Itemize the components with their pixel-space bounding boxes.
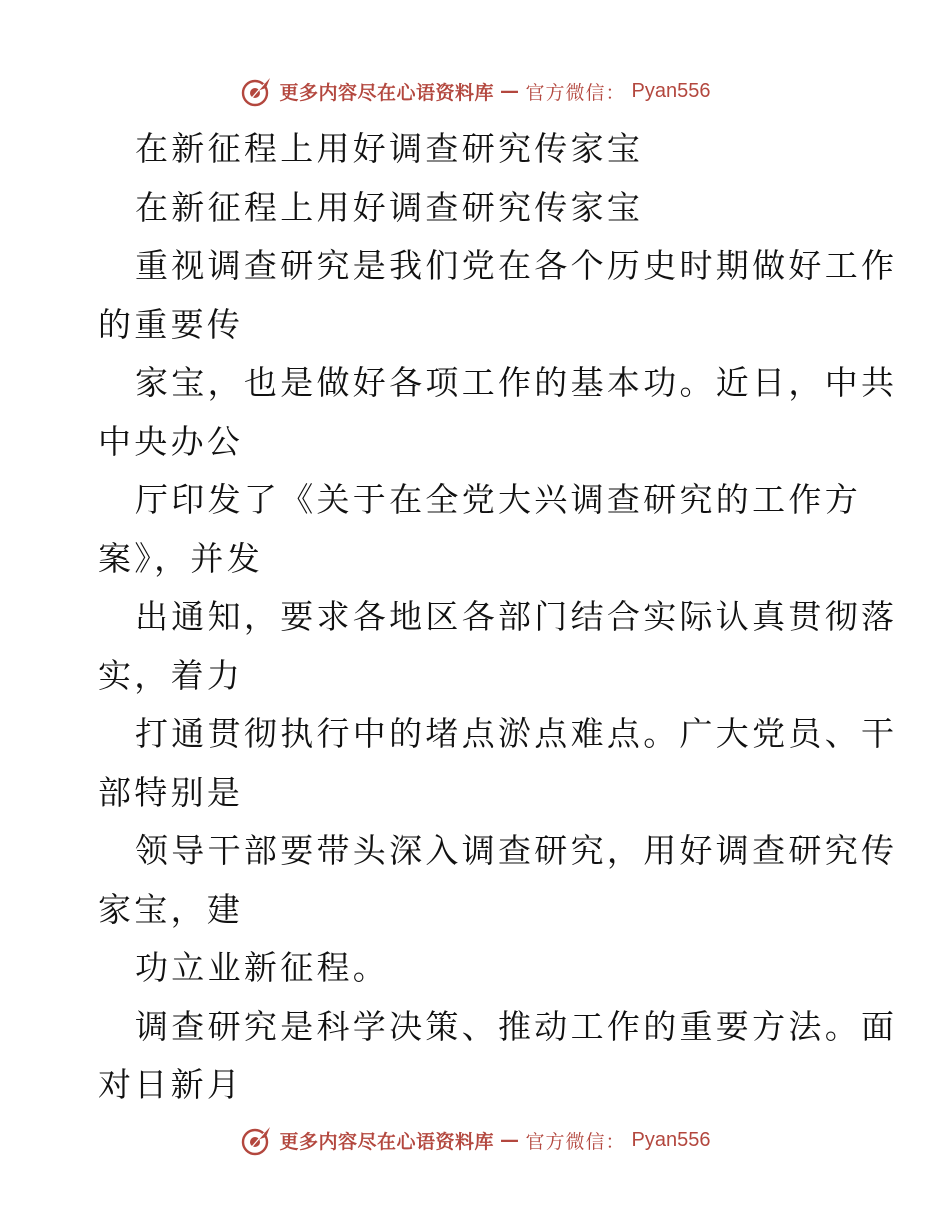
page-footer — [0, 1120, 950, 1160]
footer-wechat-label: 官方微信： — [525, 1130, 626, 1153]
paragraph-line: 实，着力 — [98, 655, 244, 695]
paragraph-line: 领导干部要带头深入调查研究，用好调查研究传 — [135, 831, 898, 870]
footer-separator: — — [500, 1129, 520, 1151]
paragraph-line: 厅印发了《关于在全党大兴调查研究的工作方 — [135, 480, 861, 519]
paragraph-line: 调查研究是科学决策、推动工作的重要方法。面 — [135, 1006, 898, 1046]
paragraph-line: 打通贯彻执行中的堵点淤点难点。广大党员、干 — [135, 714, 898, 753]
feather-quill-icon — [240, 74, 274, 108]
paragraph-line: 部特别是 — [98, 772, 244, 812]
paragraph-line: 对日新月 — [98, 1065, 244, 1104]
header-brand-text: 更多内容尽在心语资料库 — [279, 81, 495, 104]
paragraph-line: 案》，并发 — [98, 538, 263, 578]
header-wechat-id: Pyan556 — [631, 79, 711, 102]
document-title: 在新征程上用好调查研究传家宝 — [135, 129, 644, 168]
footer-brand-text: 更多内容尽在心语资料库 — [279, 1130, 495, 1153]
footer-banner — [240, 1123, 711, 1157]
paragraph-line: 家宝，建 — [98, 889, 244, 929]
document-body — [98, 120, 898, 1115]
paragraph-line: 功立业新征程。 — [135, 948, 390, 987]
paragraph-line: 的重要传 — [98, 304, 244, 344]
paragraph-line: 中央办公 — [98, 421, 244, 461]
header-banner — [240, 74, 711, 108]
footer-wechat-id: Pyan556 — [631, 1128, 711, 1151]
paragraph-line: 家宝，也是做好各项工作的基本功。近日，中共 — [135, 363, 898, 402]
paragraph-line: 重视调查研究是我们党在各个历史时期做好工作 — [135, 246, 898, 285]
header-wechat-label: 官方微信： — [525, 81, 626, 104]
feather-quill-icon — [240, 1123, 274, 1157]
page-header — [0, 71, 950, 111]
header-separator: — — [500, 80, 520, 102]
document-subtitle: 在新征程上用好调查研究传家宝 — [135, 187, 644, 227]
paragraph-line: 出通知，要求各地区各部门结合实际认真贯彻落 — [135, 597, 898, 636]
